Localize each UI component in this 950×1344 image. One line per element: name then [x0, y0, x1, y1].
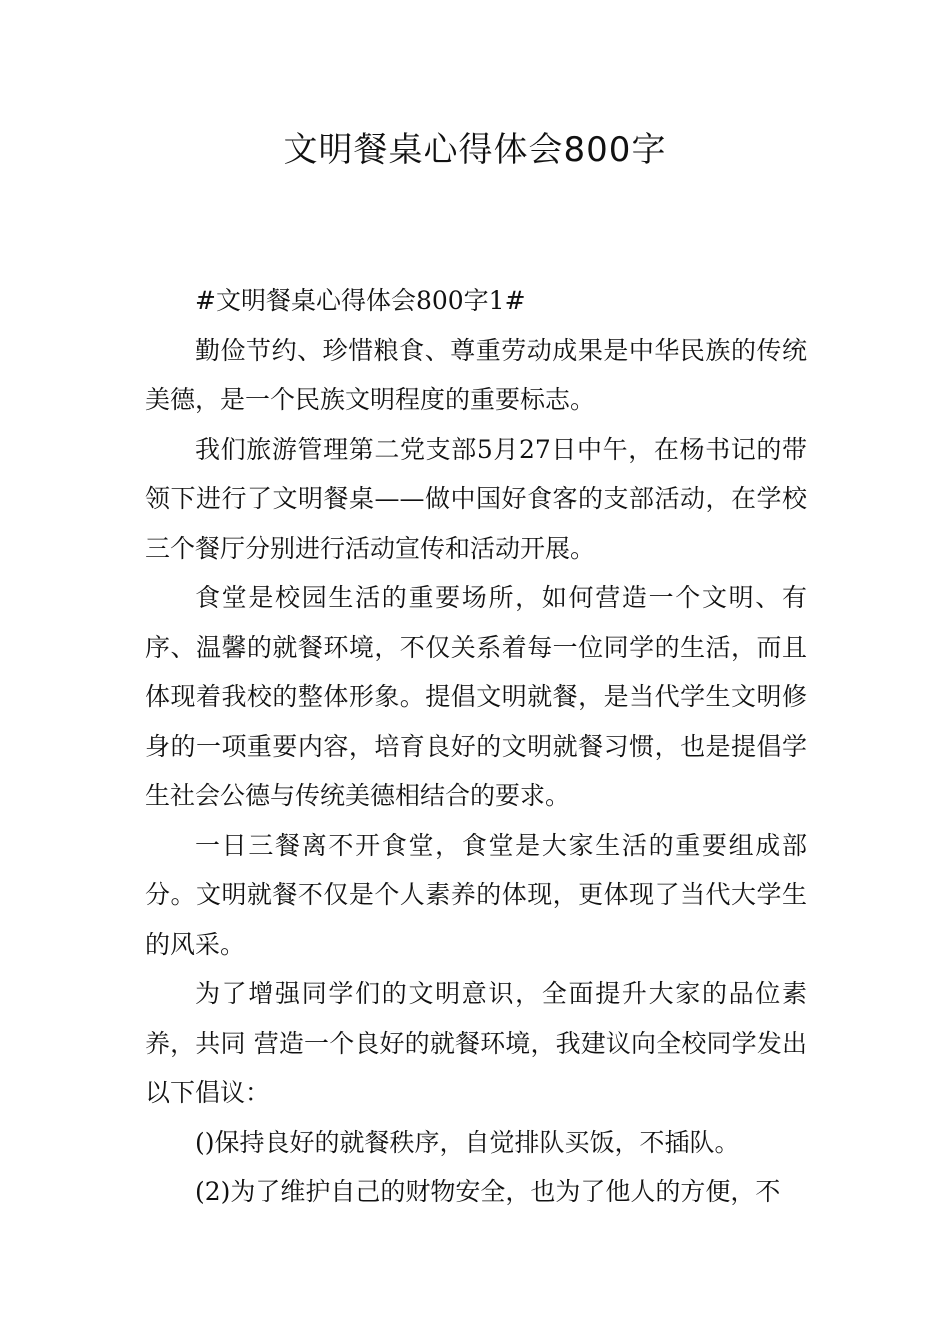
list-item: ()保持良好的就餐秩序，自觉排队买饭，不插队。	[195, 1127, 740, 1157]
list-item: (2)为了维护自己的财物安全，也为了他人的方便，不	[195, 1177, 781, 1206]
paragraph: 为了增强同学们的文明意识，全面提升大家的品位素养，共同 营造一个良好的就餐环境，我建议向全校同学发出以下倡议：	[145, 979, 807, 1107]
document-body	[145, 276, 807, 1217]
paragraph: 我们旅游管理第二党支部5月27日中午，在杨书记的带领下进行了文明餐桌——做中国好食客的支部活动，在学校三个餐厅分别进行活动宣传和活动开展。	[145, 434, 807, 563]
paragraph: 食堂是校园生活的重要场所，如何营造一个文明、有序、温馨的就餐环境，不仅关系着每一位同学的生活，而且体现着我校的整体形象。提倡文明就餐，是当代学生文明修身的一项重要内容，培育良好的文明就餐习惯，也是提倡学生社会公德与传统美德相结合的要求。	[145, 583, 807, 810]
section-heading: #文明餐桌心得体会800字1#	[195, 286, 526, 315]
document-title: 文明餐桌心得体会800字	[283, 130, 667, 170]
paragraph: 勤俭节约、珍惜粮食、尊重劳动成果是中华民族的传统美德，是一个民族文明程度的重要标志。	[145, 335, 807, 414]
paragraph: 一日三餐离不开食堂，食堂是大家生活的重要组成部分。文明就餐不仅是个人素养的体现，更体现了当代大学生的风采。	[145, 830, 807, 959]
